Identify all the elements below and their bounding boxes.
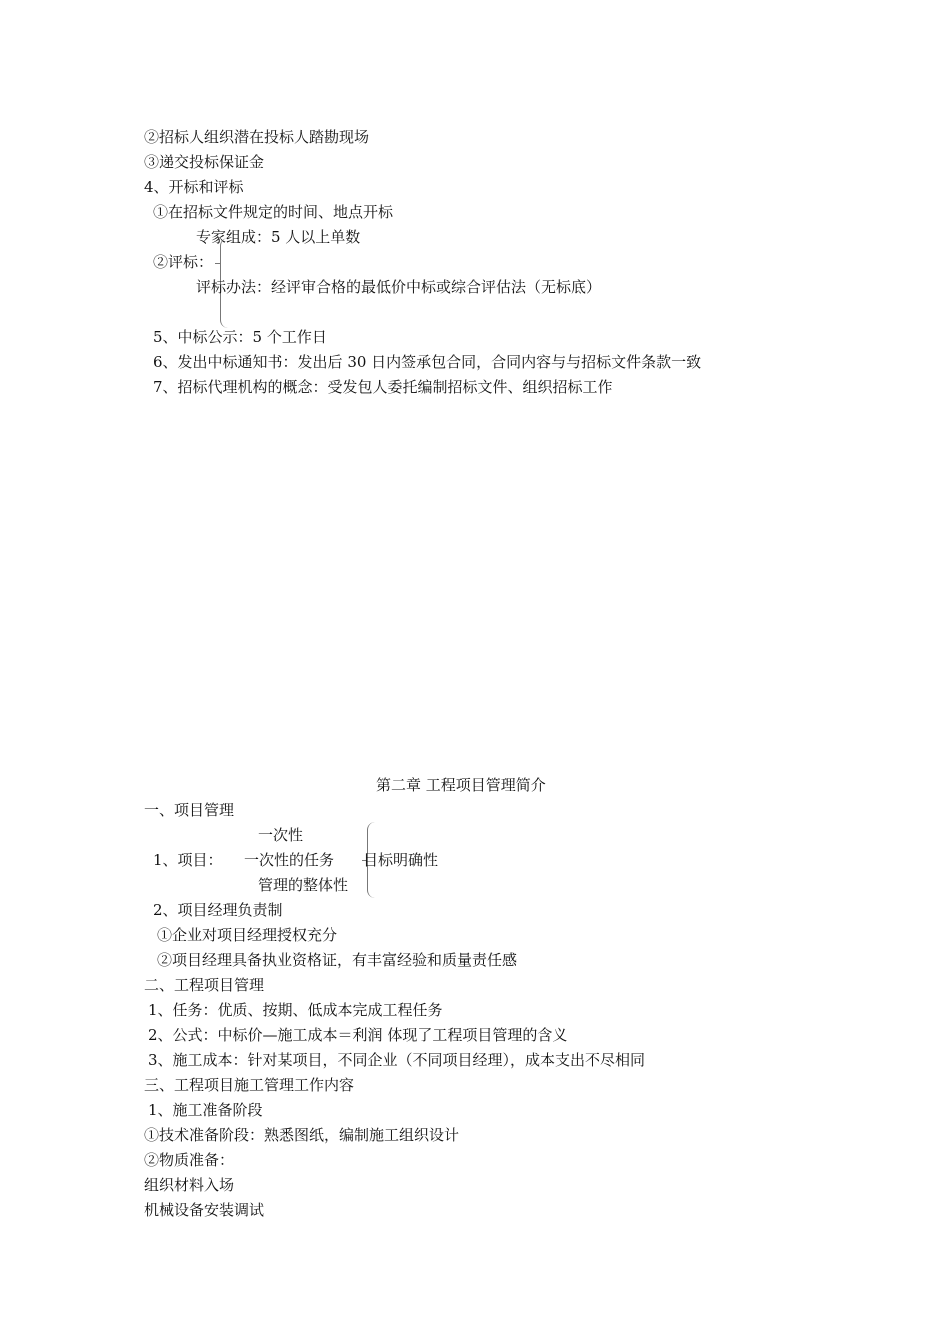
text-line: 5、中标公示：5 个工作日	[153, 328, 327, 346]
text-line: 3、施工成本：针对某项目，不同企业（不同项目经理），成本支出不尽相同	[148, 1051, 646, 1069]
text-line: 专家组成：5 人以上单数	[196, 228, 361, 246]
text-line: 1、施工准备阶段	[148, 1101, 263, 1119]
text-line: ①企业对项目经理授权充分	[157, 926, 338, 944]
text-line: 评标办法：经评审合格的最低价中标或综合评估法（无标底）	[196, 278, 602, 296]
text-line: 2、公式：中标价—施工成本＝利润 体现了工程项目管理的含义	[148, 1026, 568, 1044]
brace-tip	[215, 263, 221, 264]
text-line: 机械设备安装调试	[144, 1201, 265, 1219]
text-line: 组织材料入场	[144, 1176, 235, 1194]
text-line: 6、发出中标通知书：发出后 30 日内签承包合同，合同内容与与招标文件条款一致	[153, 353, 702, 371]
text-line: ②物质准备：	[144, 1151, 235, 1169]
text-line: 一次性的任务	[244, 851, 335, 869]
text-line: 4、开标和评标	[144, 178, 244, 196]
text-line: ②招标人组织潜在投标人踏勘现场	[144, 128, 370, 146]
text-line: 1、项目：	[153, 851, 223, 869]
text-line: ②评标：	[153, 253, 214, 271]
text-line: 目标明确性	[363, 851, 439, 869]
text-line: 1、任务：优质、按期、低成本完成工程任务	[148, 1001, 443, 1019]
section-heading: 三、工程项目施工管理工作内容	[144, 1076, 355, 1094]
text-line: ②项目经理具备执业资格证，有丰富经验和质量责任感	[157, 951, 518, 969]
text-line: ①技术准备阶段：熟悉图纸，编制施工组织设计	[144, 1126, 460, 1144]
chapter-title: 第二章 工程项目管理简介	[376, 776, 546, 794]
section-heading: 二、工程项目管理	[144, 976, 265, 994]
text-line: 一次性	[258, 826, 304, 844]
text-line: 管理的整体性	[258, 876, 349, 894]
text-line: 7、招标代理机构的概念：受发包人委托编制招标文件、组织招标工作	[153, 378, 613, 396]
text-line: ①在招标文件规定的时间、地点开标	[153, 203, 394, 221]
section-heading: 一、项目管理	[144, 801, 235, 819]
text-line: 2、项目经理负责制	[153, 901, 283, 919]
text-line: ③递交投标保证金	[144, 153, 265, 171]
